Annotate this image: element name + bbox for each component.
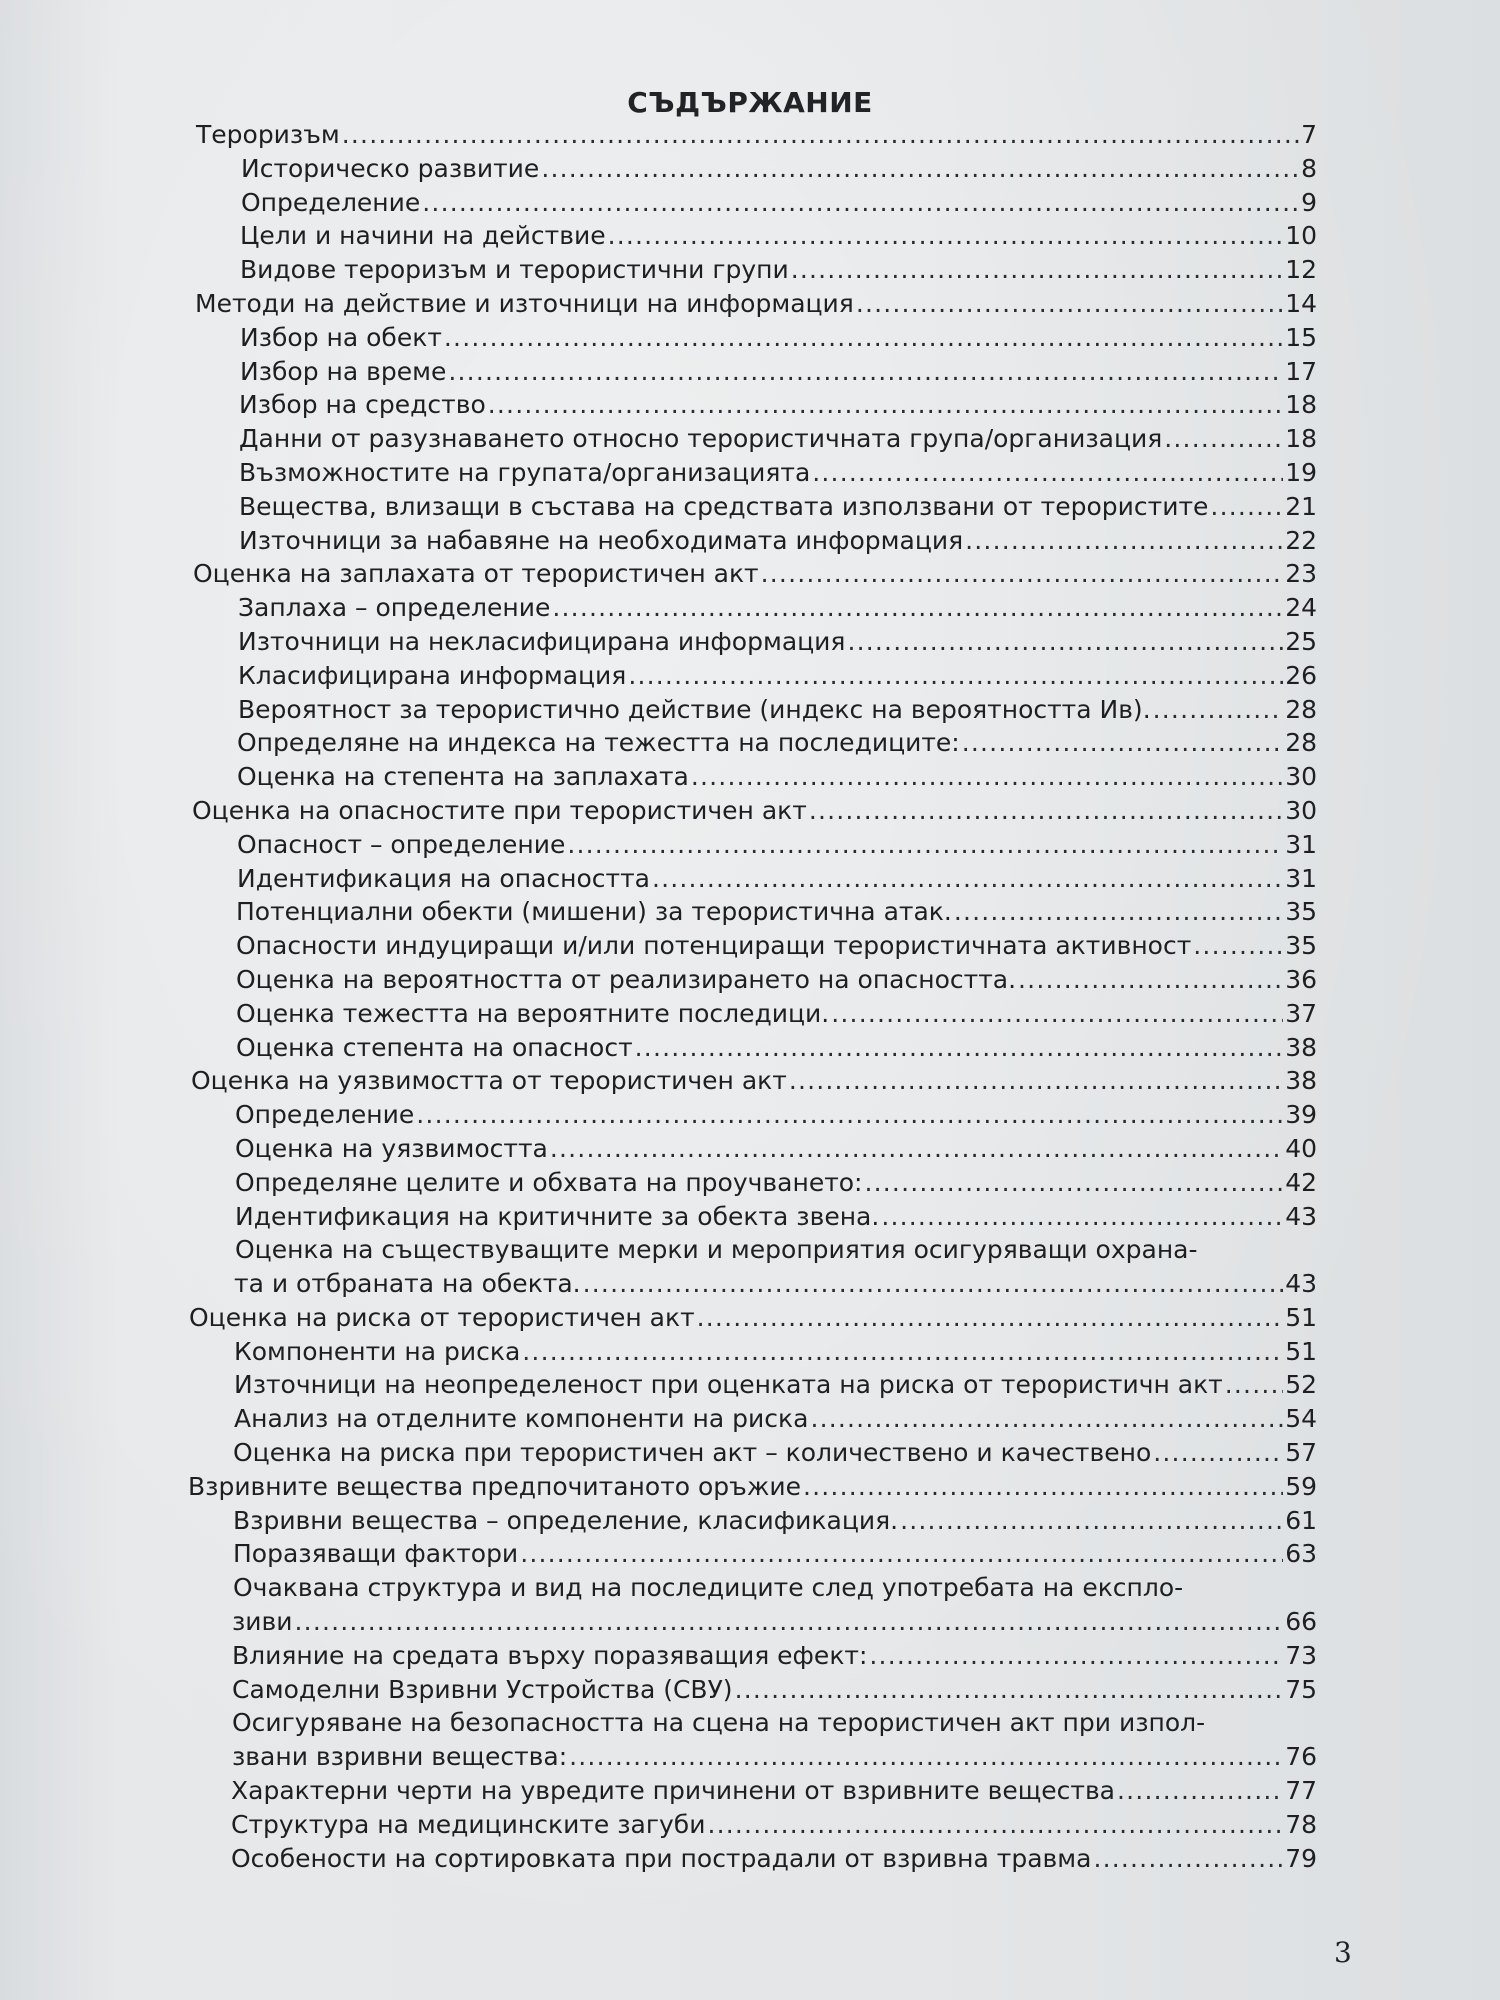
toc-subsection-entry[interactable] [0,524,1500,558]
toc-entry-label: Структура на медицинските загуби [231,1809,706,1839]
dot-leader [791,253,1283,287]
toc-subsection-entry[interactable] [0,1673,1500,1707]
toc-entry-label: Историческо развитие [241,153,540,183]
dot-leader [552,591,1283,625]
toc-section-entry[interactable] [0,794,1500,828]
dot-leader [569,1740,1283,1774]
toc-subsection-entry[interactable] [0,862,1500,896]
toc-subsection-entry[interactable] [0,1537,1500,1571]
toc-entry-page: 39 [1285,1100,1317,1130]
toc-subsection-entry[interactable] [0,625,1500,659]
toc-subsection-entry[interactable] [0,186,1500,220]
toc-entry-label: Оценка тежестта на вероятните последици. [236,998,830,1028]
dot-leader [881,1200,1283,1234]
toc-entry-page: 52 [1285,1370,1317,1400]
toc-entry-label: Влияние на средата върху поразяващия ефект: [232,1640,868,1670]
dot-leader [652,862,1283,896]
toc-subsection-entry[interactable] [0,1740,1500,1774]
toc-entry-label: Видове тероризъм и терористични групи [240,255,789,285]
dot-leader [520,1537,1283,1571]
toc-entry-page: 38 [1285,1032,1317,1062]
toc-title: СЪДЪРЖАНИЕ [627,86,873,119]
toc-entry-page: 43 [1285,1201,1317,1231]
toc-entry-label: Определяне целите и обхвата на проучването: [235,1167,863,1197]
toc-entry-label: Определение [241,187,421,217]
toc-entry-label: Характерни черти на увредите причинени от взривните вещества [231,1776,1115,1806]
dot-leader [869,1639,1283,1673]
toc-subsection-entry[interactable] [0,253,1500,287]
toc-entry-label: Тероризъм [196,120,340,149]
dot-leader [522,1335,1283,1369]
toc-entry-page: 43 [1285,1269,1317,1299]
toc-entry-label: Оценка на уязвимостта от терористичен акт [191,1066,787,1096]
toc-section-entry[interactable] [0,1470,1500,1504]
toc-subsection-entry[interactable] [0,321,1500,355]
toc-entry-page: 76 [1285,1742,1317,1772]
toc-subsection-entry[interactable] [0,1774,1500,1808]
toc-entry-page: 22 [1285,525,1317,555]
dot-leader [1117,1774,1283,1808]
table-of-contents [0,118,1500,1875]
dot-leader [812,456,1283,490]
toc-entry-label: Оценка на заплахата от терористичен акт [193,559,759,589]
page-number: 3 [1334,1936,1352,1969]
toc-entry-label: Анализ на отделните компоненти на риска [234,1404,809,1434]
toc-entry-label: Избор на време [240,356,447,386]
toc-entry-page: 10 [1285,221,1317,251]
toc-subsection-entry[interactable] [0,152,1500,186]
toc-entry-label: Взривните вещества предпочитаното оръжие [188,1471,801,1501]
toc-subsection-entry[interactable] [0,355,1500,389]
toc-subsection-entry[interactable] [0,1504,1500,1538]
toc-subsection-entry[interactable] [0,1842,1500,1876]
toc-entry-label: Идентификация на опасността [237,863,650,893]
toc-entry-label: Възможностите на групата/организацията [239,457,811,487]
toc-entry-page: 57 [1285,1438,1317,1468]
toc-entry-page: 18 [1285,424,1317,454]
toc-entry-page: 63 [1285,1539,1317,1569]
toc-entry-page: 35 [1285,897,1317,927]
dot-leader [954,895,1283,929]
toc-entry-label: Осигуряване на безопасността на сцена на терористичен акт при изпол- [232,1708,1206,1738]
toc-entry-page: 42 [1285,1167,1317,1197]
dot-leader [691,760,1283,794]
toc-entry-page: 19 [1285,457,1317,487]
dot-leader [761,557,1284,591]
dot-leader [847,625,1283,659]
dot-leader [789,1064,1283,1098]
toc-entry-page: 28 [1285,728,1317,758]
toc-subsection-entry[interactable] [0,929,1500,963]
toc-entry-label: Оценка на риска от терористичен акт [189,1302,695,1332]
toc-entry-page: 26 [1285,660,1317,690]
toc-subsection-entry[interactable] [0,456,1500,490]
toc-entry-label: Оценка степента на опасност [236,1032,633,1062]
dot-leader [1225,1368,1283,1402]
dot-leader [295,1605,1284,1639]
toc-entry-page: 7 [1301,120,1317,149]
toc-entry-label: Взривни вещества – определение, класификация. [233,1505,899,1535]
toc-entry-page: 51 [1285,1302,1317,1332]
dot-leader [1093,1842,1283,1876]
toc-entry-page: 40 [1285,1133,1317,1163]
toc-subsection-entry[interactable] [0,659,1500,693]
toc-entry-page: 21 [1285,491,1317,521]
toc-entry-page: 31 [1285,863,1317,893]
toc-subsection-entry[interactable] [0,1706,1500,1740]
toc-subsection-entry[interactable] [0,490,1500,524]
toc-entry-label: Самоделни Взривни Устройства (СВУ) [232,1674,733,1704]
toc-entry-label: Особености на сортировката при пострадали от взривна травма [231,1843,1092,1873]
toc-entry-label: Оценка на вероятността от реализирането на опасността. [236,964,1017,994]
toc-entry-label: Опасност – определение [237,829,566,859]
toc-entry-page: 51 [1285,1336,1317,1366]
toc-entry-page: 36 [1285,964,1317,994]
toc-entry-page: 30 [1285,762,1317,792]
toc-entry-label: Потенциални обекти (мишени) за терористична атак. [236,897,952,927]
toc-entry-label: Компоненти на риска [234,1336,521,1366]
toc-entry-page: 25 [1285,626,1317,656]
toc-entry-page: 15 [1285,322,1317,352]
toc-subsection-entry[interactable] [0,1132,1500,1166]
dot-leader [448,355,1283,389]
toc-entry-page: 14 [1285,288,1317,318]
dot-leader [1153,693,1284,727]
toc-section-entry[interactable] [0,118,1500,152]
dot-leader [1164,422,1283,456]
toc-entry-page: 75 [1285,1674,1317,1704]
toc-entry-page: 23 [1285,559,1317,589]
toc-entry-label: Вероятност за терористично действие (индекс на вероятността Ив). [238,694,1151,724]
toc-entry-label: Данни от разузнаването относно терористичната група/организация [239,424,1163,454]
dot-leader [541,152,1299,186]
toc-subsection-entry[interactable] [0,828,1500,862]
toc-subsection-entry[interactable] [0,388,1500,422]
toc-subsection-entry[interactable] [0,1335,1500,1369]
toc-subsection-entry[interactable] [0,760,1500,794]
toc-subsection-entry[interactable] [0,1368,1500,1402]
dot-leader [864,1166,1283,1200]
toc-subsection-entry[interactable] [0,1166,1500,1200]
toc-entry-label: Източници на некласифицирана информация [238,626,846,656]
toc-entry-label: Вещества, влизащи в състава на средствата използвани от терористите [239,491,1209,521]
toc-subsection-entry[interactable] [0,1571,1500,1605]
dot-leader [635,1031,1284,1065]
toc-subsection-entry[interactable] [0,895,1500,929]
toc-subsection-entry[interactable] [0,1031,1500,1065]
toc-entry-label: Избор на обект [240,322,442,352]
toc-entry-page: 31 [1285,829,1317,859]
toc-entry-label: Методи на действие и източници на информация [195,288,854,318]
toc-subsection-entry[interactable] [0,1098,1500,1132]
dot-leader [707,1808,1283,1842]
toc-entry-label: Оценка на опасностите при терористичен акт [192,795,807,825]
dot-leader [488,388,1283,422]
dot-leader [342,118,1299,152]
toc-entry-label: Оценка на риска при терористичен акт – количествено и качествено [233,1438,1152,1468]
toc-entry-page: 61 [1285,1505,1317,1535]
toc-section-entry[interactable] [0,1064,1500,1098]
toc-subsection-entry[interactable] [0,1808,1500,1842]
toc-entry-page: 77 [1285,1776,1317,1806]
toc-entry-label: Опасности индуциращи и/или потенциращи терористичната активност [236,931,1192,961]
toc-entry-label: Оценка на уязвимостта [235,1133,548,1163]
dot-leader [550,1132,1283,1166]
toc-section-entry[interactable] [0,1301,1500,1335]
toc-subsection-entry[interactable] [0,591,1500,625]
toc-entry-page: 24 [1285,593,1317,623]
dot-leader [809,794,1283,828]
toc-entry-page: 73 [1285,1640,1317,1670]
toc-subsection-entry[interactable] [0,997,1500,1031]
toc-entry-page: 17 [1285,356,1317,386]
toc-entry-page: 79 [1285,1843,1317,1873]
toc-entry-label: Източници за набавяне на необходимата информация [239,525,964,555]
dot-leader [831,997,1283,1031]
dot-leader [444,321,1283,355]
dot-leader [962,726,1283,760]
toc-entry-page: 78 [1285,1809,1317,1839]
toc-entry-label: Идентификация на критичните за обекта звена. [235,1201,880,1231]
toc-entry-label: Определяне на индекса на тежестта на последиците: [237,728,960,758]
toc-entry-page: 37 [1285,998,1317,1028]
toc-section-entry[interactable] [0,287,1500,321]
toc-subsection-entry[interactable] [0,1267,1500,1301]
toc-entry-page: 54 [1285,1404,1317,1434]
toc-entry-label: Заплаха – определение [238,593,551,623]
dot-leader [900,1504,1283,1538]
toc-entry-label: Оценка на съществуващите мерки и мероприятия осигуряващи охрана- [235,1235,1198,1265]
toc-subsection-entry[interactable] [0,963,1500,997]
dot-leader [567,828,1283,862]
toc-subsection-entry[interactable] [0,1200,1500,1234]
toc-entry-page: 30 [1285,795,1317,825]
toc-entry-label: Очаквана структура и вид на последиците след употребата на експло- [233,1573,1184,1603]
toc-subsection-entry[interactable] [0,1639,1500,1673]
dot-leader [810,1402,1283,1436]
dot-leader [416,1098,1283,1132]
toc-entry-label: зиви [232,1607,293,1637]
toc-entry-page: 38 [1285,1066,1317,1096]
toc-section-entry[interactable] [0,557,1500,591]
toc-entry-page: 9 [1301,187,1317,217]
dot-leader [856,287,1283,321]
toc-entry-page: 18 [1285,390,1317,420]
toc-entry-label: звани взривни вещества: [232,1742,568,1772]
toc-entry-page: 8 [1301,153,1317,183]
toc-entry-label: та и отбраната на обекта. [234,1269,581,1299]
toc-subsection-entry[interactable] [0,422,1500,456]
toc-subsection-entry[interactable] [0,1402,1500,1436]
toc-subsection-entry[interactable] [0,1436,1500,1470]
dot-leader [583,1267,1284,1301]
dot-leader [965,524,1283,558]
dot-leader [697,1301,1284,1335]
toc-entry-label: Поразяващи фактори [233,1539,519,1569]
toc-entry-label: Класифицирана информация [238,660,627,690]
toc-subsection-entry[interactable] [0,726,1500,760]
dot-leader [803,1470,1283,1504]
dot-leader [735,1673,1284,1707]
dot-leader [1153,1436,1283,1470]
toc-entry-label: Определение [235,1100,415,1130]
toc-subsection-entry[interactable] [0,1605,1500,1639]
toc-subsection-entry[interactable] [0,693,1500,727]
toc-entry-page: 66 [1285,1607,1317,1637]
dot-leader [1018,963,1283,997]
dot-leader [1193,929,1283,963]
toc-entry-label: Цели и начини на действие [240,221,606,251]
toc-entry-page: 28 [1285,694,1317,724]
toc-subsection-entry[interactable] [0,1233,1500,1267]
dot-leader [608,219,1284,253]
toc-entry-page: 59 [1285,1471,1317,1501]
dot-leader [1210,490,1283,524]
dot-leader [422,186,1299,220]
toc-entry-label: Източници на неопределеност при оценката на риска от терористичн акт [234,1370,1223,1400]
toc-entry-page: 35 [1285,931,1317,961]
toc-entry-label: Оценка на степента на заплахата [237,762,689,792]
toc-entry-label: Избор на средство [239,390,486,420]
toc-subsection-entry[interactable] [0,219,1500,253]
toc-entry-page: 12 [1285,255,1317,285]
dot-leader [628,659,1283,693]
